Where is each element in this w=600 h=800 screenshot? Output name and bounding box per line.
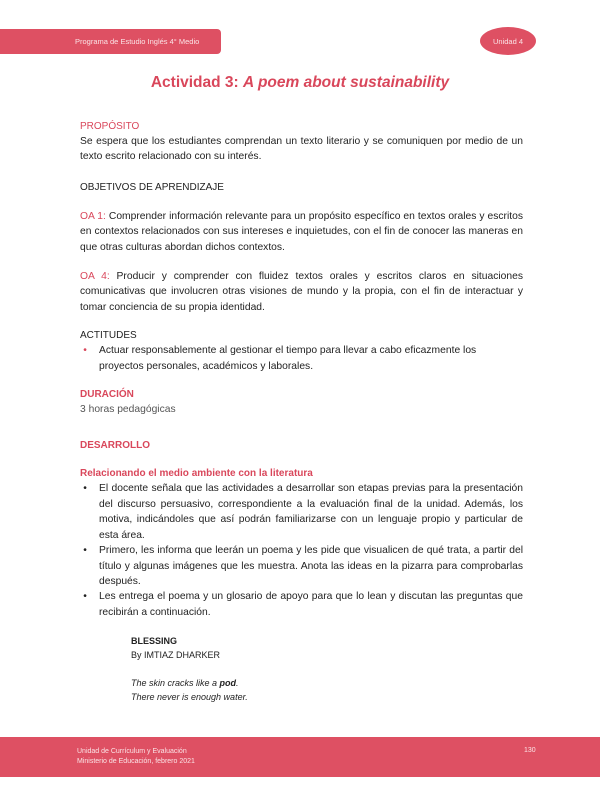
poem-excerpt (131, 634, 523, 704)
footer-credits (77, 747, 195, 767)
desarrollo-section (80, 439, 523, 620)
poem-author: By IMTIAZ DHARKER (131, 650, 221, 661)
oa-text: Producir y comprender con fluidez textos orales y escritos claros en situaciones comunicativas que involucren otras visiones de mundo y la propia, con el fin de interactuar y tomar conciencia de su propia identidad. (80, 271, 523, 313)
duracion-text: 3 horas pedagógicas (80, 404, 176, 416)
list-item (80, 343, 523, 374)
oa-item (80, 269, 523, 315)
unit-badge (480, 27, 536, 55)
title-prefix: Actividad 3: (150, 74, 244, 91)
footer-line: Ministerio de Educación, febrero 2021 (77, 758, 195, 765)
poem-line: There never is enough water. (131, 692, 248, 703)
program-label: Programa de Estudio Inglés 4° Medio (75, 37, 200, 46)
bullet-icon: • (83, 591, 87, 603)
oa-code: OA 4: (80, 271, 110, 283)
poem-line-text: . (236, 678, 239, 689)
footer-line: Unidad de Currículum y Evaluación (77, 748, 187, 755)
document-body (80, 120, 523, 704)
bullet-icon: • (83, 483, 87, 495)
oa-item (80, 209, 523, 255)
list-item-text: Les entrega el poema y un glosario de apoyo para que lo lean y discutan las preguntas que recibirán a continuación. (99, 591, 523, 618)
poem-title: BLESSING (131, 636, 178, 647)
bullet-icon: • (83, 345, 87, 357)
bullet-icon: • (83, 545, 87, 557)
program-header-bar (0, 29, 221, 54)
list-item-text: Actuar responsablemente al gestionar el tiempo para llevar a cabo eficazmente los proyectos personales, académicos y laborales. (99, 345, 477, 372)
actitudes-section (80, 329, 523, 374)
proposito-text: Se espera que los estudiantes comprendan un texto literario y se comuniquen por medio de un texto escrito relacionado con su interés. (80, 136, 523, 163)
poem-line-text: The skin cracks like a (131, 678, 220, 689)
duracion-heading: DURACIÓN (80, 389, 134, 401)
list-item-text: El docente señala que las actividades a desarrollar son etapas previas para la presentación del discurso persuasivo, correspondiente a la evaluación final de la unidad. Además, los motiva, indicándoles que así podrán familiarizarse con un lenguaje propio y particular de esta área. (99, 483, 523, 541)
list-item (80, 589, 523, 620)
actitudes-heading: ACTITUDES (80, 330, 137, 342)
unit-label: Unidad 4 (492, 36, 524, 46)
title-italic: A poem about sustainability (243, 74, 450, 91)
desarrollo-list (80, 481, 523, 620)
oa-text: Comprender información relevante para un propósito específico en textos orales y escritos en contextos relacionados con sus intereses e inquietudes, con el fin de conocer las maneras en que otras culturas abordan dichos contextos. (80, 210, 523, 253)
proposito-section (80, 120, 523, 165)
list-item-text: Primero, les informa que leerán un poema y les pide que visualicen de qué trata, a partir del título y algunas imágenes que les muestra. Anota las ideas en la pizarra para comprobarlas después. (99, 545, 523, 587)
poem-line (131, 676, 523, 690)
actitudes-list (80, 343, 523, 374)
duracion-section (80, 388, 523, 417)
list-item (80, 481, 523, 543)
page-number: 130 (524, 747, 536, 754)
page-title (0, 74, 600, 92)
desarrollo-heading: DESARROLLO (80, 440, 150, 452)
objetivos-heading: OBJETIVOS DE APRENDIZAJE (80, 181, 224, 193)
list-item (80, 543, 523, 589)
proposito-heading: PROPÓSITO (80, 121, 140, 132)
desarrollo-subheading: Relacionando el medio ambiente con la literatura (80, 468, 313, 480)
oa-code: OA 1: (80, 210, 106, 222)
poem-bold-word: pod (219, 678, 237, 689)
footer-bar (0, 737, 600, 777)
